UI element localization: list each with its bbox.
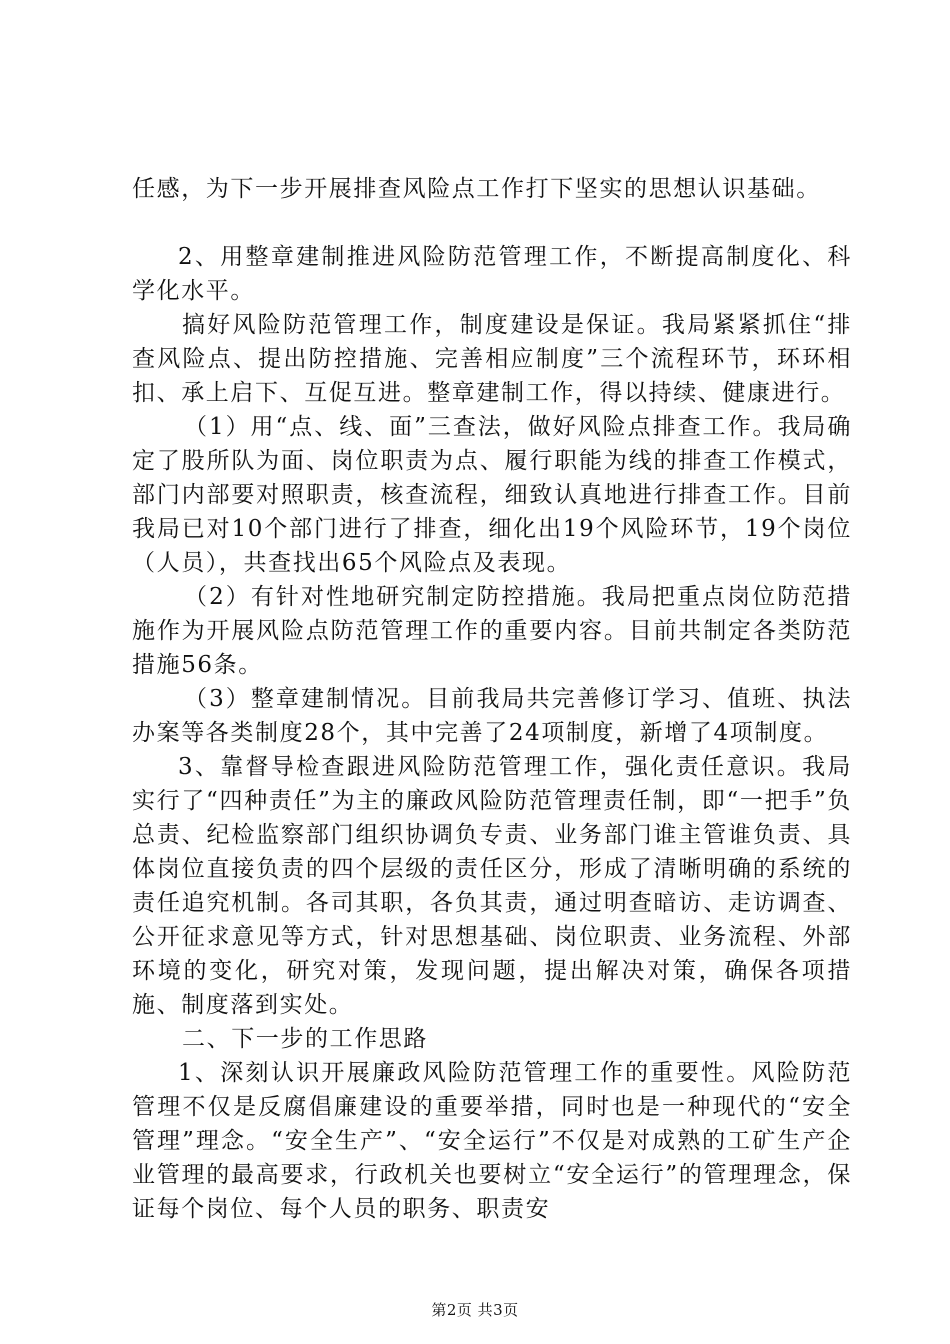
document-body [132,172,852,1226]
page-number-footer: 第2页 共3页 [431,1301,519,1319]
paragraph-5: （2）有针对性地研究制定防控措施。我局把重点岗位防范措施作为开展风险点防范管理工作的重要内容。目前共制定各类防范措施56条。 [132,584,852,678]
paragraph-1: 任感，为下一步开展排查风险点工作打下坚实的思想认识基础。 [132,176,821,202]
paragraph-4: （1）用“点、线、面”三查法，做好风险点排查工作。我局确定了股所队为面、岗位职责为点、履行职能为线的排查工作模式，部门内部要对照职责，核查流程，细致认真地进行排查工作。目前我局已对10个部门进行了排查，细化出19个风险环节，19个岗位（人员），共查找出65个风险点及表现。 [132,414,852,576]
paragraph-gap [132,206,852,240]
paragraph-9: 1、深刻认识开展廉政风险防范管理工作的重要性。风险防范管理不仅是反腐倡廉建设的重要举措，同时也是一种现代的“安全管理”理念。“安全生产”、“安全运行”不仅是对成熟的工矿生产企业管理的最高要求，行政机关也要树立“安全运行”的管理理念，保证每个岗位、每个人员的职务、职责安 [132,1060,852,1222]
paragraph-6: （3）整章建制情况。目前我局共完善修订学习、值班、执法办案等各类制度28个，其中完善了24项制度，新增了4项制度。 [132,686,852,746]
paragraph-7: 3、靠督导检查跟进风险防范管理工作，强化责任意识。我局实行了“四种责任”为主的廉政风险防范管理责任制，即“一把手”负总责、纪检监察部门组织协调负专责、业务部门谁主管谁负责、具体岗位直接负责的四个层级的责任区分，形成了清晰明确的系统的责任追究机制。各司其职，各负其责，通过明查暗访、走访调查、公开征求意见等方式，针对思想基础、岗位职责、业务流程、外部环境的变化，研究对策，发现问题，提出解决对策，确保各项措施、制度落到实处。 [132,754,852,1018]
paragraph-3: 搞好风险防范管理工作，制度建设是保证。我局紧紧抓住“排查风险点、提出防控措施、完善相应制度”三个流程环节，环环相扣、承上启下、互促互进。整章建制工作，得以持续、健康进行。 [132,312,852,406]
paragraph-2: 2、用整章建制推进风险防范管理工作，不断提高制度化、科学化水平。 [132,244,852,304]
section-heading: 二、下一步的工作思路 [182,1026,428,1052]
